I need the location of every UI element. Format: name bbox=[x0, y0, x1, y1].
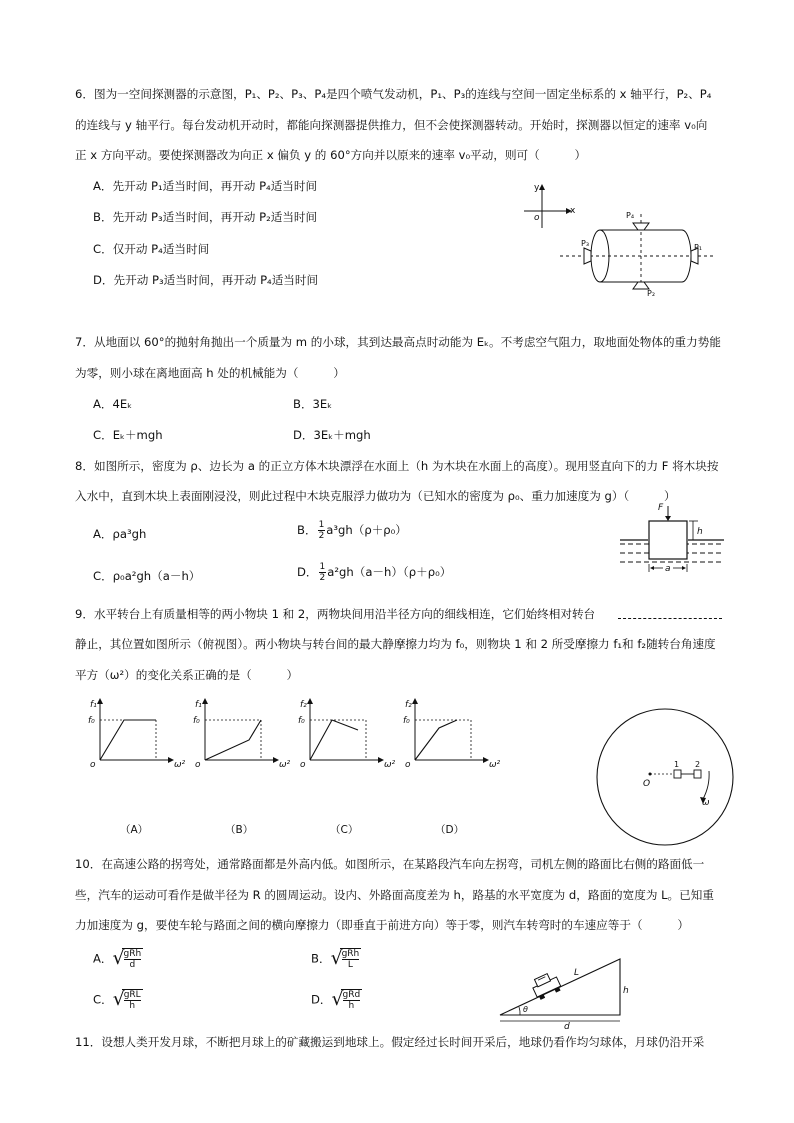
p4-nozzle bbox=[633, 223, 649, 230]
q8-block-figure bbox=[618, 500, 728, 580]
q8-option-b bbox=[297, 520, 407, 541]
q7-stem-line-2: 为零，则小球在离地面高 h 处的机械能为（ ） bbox=[75, 366, 345, 380]
q8-option-b-fraction bbox=[318, 520, 326, 541]
q10-option-a bbox=[93, 948, 143, 970]
q6-origin-label: o bbox=[534, 213, 540, 223]
q10-l-label: L bbox=[574, 968, 580, 978]
fraction-denominator: 2 bbox=[319, 573, 326, 583]
q9-block2-label: 2 bbox=[695, 760, 701, 769]
q10-theta-label: θ bbox=[523, 1005, 528, 1014]
q8-option-b-prefix: B． bbox=[297, 523, 317, 537]
wood-block bbox=[649, 521, 687, 559]
q10-stem-line-1: 10．在高速公路的拐弯处，通常路面都是外高内低。如图所示，在某路段汽车向左拐弯，司机左侧的路面比右侧的路面低一 bbox=[75, 857, 705, 871]
q8-option-c: C．ρ₀a²gh（a－h） bbox=[93, 569, 201, 583]
q9-graphs bbox=[80, 695, 500, 845]
q9-answer-blank-line bbox=[618, 618, 722, 619]
q8-a-label: a bbox=[665, 564, 671, 574]
graph-f0-label: f₀ bbox=[298, 716, 305, 726]
q6-p2-label: P₂ bbox=[647, 289, 656, 298]
q10-h-label: h bbox=[623, 986, 629, 996]
q8-option-d-rest: a²gh（a－h）（ρ＋ρ₀） bbox=[327, 565, 452, 579]
option-prefix: D． bbox=[311, 992, 332, 1007]
q10-bank-figure bbox=[498, 955, 638, 1033]
friction-curve bbox=[415, 720, 457, 760]
q7-option-c: C．Eₖ＋mgh bbox=[93, 428, 163, 442]
radicand-denominator: h bbox=[348, 1001, 355, 1011]
graph-x-label: ω² bbox=[489, 760, 501, 770]
rotation-arrow-icon bbox=[703, 771, 709, 799]
graph-origin-label: o bbox=[90, 760, 96, 770]
q7-option-d: D．3Eₖ＋mgh bbox=[293, 428, 371, 442]
q9-stem-line-1: 9．水平转台上有质量相等的两小物块 1 和 2，两物块间用沿半径方向的细线相连，它们始终相对转台 bbox=[75, 607, 596, 621]
q9-disk-origin: O bbox=[643, 779, 651, 789]
q6-option-b: B．先开动 P₃适当时间，再开动 P₂适当时间 bbox=[93, 210, 318, 224]
q6-y-label: y bbox=[534, 183, 540, 193]
q8-force-label: F bbox=[658, 503, 664, 513]
radicand-numerator: gRd bbox=[342, 990, 361, 1000]
sqrt-expression: √ gRL h bbox=[112, 988, 141, 1011]
q9-block1-label: 1 bbox=[674, 760, 680, 769]
q6-stem-line-3: 正 x 方向平动。要使探测器改为向正 x 偏负 y 的 60°方向并以原来的速率 v₀平动，则可（ ） bbox=[75, 148, 587, 162]
friction-curve bbox=[100, 720, 156, 760]
p3-nozzle bbox=[584, 248, 591, 264]
q8-option-d-fraction bbox=[319, 562, 327, 583]
q6-stem-line-1: 6．图为一空间探测器的示意图，P₁、P₂、P₃、P₄是四个喷气发动机，P₁、P₃的连线与空间一固定坐标系的 x 轴平行，P₂、P₄ bbox=[75, 87, 712, 101]
q8-option-d-prefix: D． bbox=[297, 565, 318, 579]
q9-graph-d bbox=[403, 698, 501, 836]
q10-option-c bbox=[93, 989, 143, 1011]
q6-p3-label: P₃ bbox=[581, 239, 590, 248]
radicand-numerator: gRL bbox=[123, 990, 141, 1000]
graph-f0-label: f₀ bbox=[88, 716, 95, 726]
graph-origin-label: o bbox=[405, 760, 411, 770]
q8-option-d bbox=[297, 562, 451, 583]
q8-option-b-rest: a³gh（ρ＋ρ₀） bbox=[326, 523, 407, 537]
q7-stem-line-1: 7．从地面以 60°的抛射角抛出一个质量为 m 的小球，其到达最高点时动能为 Eₖ。不考虑空气阻力，取地面处物体的重力势能 bbox=[75, 335, 721, 349]
option-prefix: B． bbox=[311, 951, 331, 966]
q8-stem-line-1: 8．如图所示，密度为 ρ、边长为 a 的正立方体木块漂浮在水面上（h 为木块在水面上的高度）。现用竖直向下的力 F 将木块按 bbox=[75, 459, 719, 473]
radicand-denominator: d bbox=[129, 960, 136, 970]
graph-y-label: f₁ bbox=[90, 700, 97, 710]
sqrt-expression: √ gRh d bbox=[112, 947, 142, 970]
sqrt-expression: √ gRh L bbox=[330, 947, 360, 970]
q9-stem-line-3: 平方（ω²）的变化关系正确的是（ ） bbox=[75, 668, 299, 682]
friction-curve bbox=[310, 720, 358, 760]
sqrt-expression: √ gRd h bbox=[331, 988, 361, 1011]
fraction-denominator: 2 bbox=[318, 531, 325, 541]
q11-stem-line-1: 11．设想人类开发月球，不断把月球上的矿藏搬运到地球上。假定经过长时间开采后，地球仍看作均匀球体，月球仍沿开采 bbox=[75, 1035, 705, 1049]
q7-option-a: A．4Eₖ bbox=[93, 397, 133, 411]
q10-stem-line-3: 力加速度为 g，要使车轮与路面之间的横向摩擦力（即垂直于前进方向）等于零，则汽车转弯时的车速应等于（ ） bbox=[75, 918, 689, 932]
q6-x-label: x bbox=[570, 206, 576, 216]
graph-y-label: f₁ bbox=[195, 700, 202, 710]
banked-road bbox=[500, 959, 620, 1015]
q9-omega-label: ω bbox=[702, 798, 710, 808]
radicand-numerator: gRh bbox=[123, 949, 142, 959]
q10-d-label: d bbox=[564, 1022, 570, 1032]
q10-stem-line-2: 些，汽车的运动可看作是做半径为 R 的圆周运动。设内、外路面高度差为 h，路基的水平宽度为 d，路面的宽度为 L。已知重 bbox=[75, 888, 714, 902]
q8-option-a: A．ρa³gh bbox=[93, 527, 147, 541]
graph-y-label: f₂ bbox=[405, 700, 412, 710]
q9-graph-c bbox=[298, 698, 396, 836]
graph-caption: （A） bbox=[120, 824, 149, 836]
graph-caption: （B） bbox=[225, 824, 254, 836]
q9-graph-a bbox=[88, 698, 186, 836]
fraction-numerator: 1 bbox=[319, 562, 326, 572]
radicand-denominator: L bbox=[347, 960, 353, 970]
option-prefix: A． bbox=[93, 951, 113, 966]
q6-option-d: D．先开动 P₃适当时间，再开动 P₄适当时间 bbox=[93, 273, 319, 287]
graph-origin-label: o bbox=[195, 760, 201, 770]
radicand-numerator: gRh bbox=[341, 949, 360, 959]
q6-option-c: C．仅开动 P₄适当时间 bbox=[93, 242, 210, 256]
q6-p1-label: P₁ bbox=[694, 243, 703, 252]
graph-caption: （C） bbox=[330, 824, 359, 836]
q8-stem-line-2: 入水中，直到木块上表面刚浸没，则此过程中木块克服浮力做功为（已知水的密度为 ρ₀、重力加速度为 g）（ ） bbox=[75, 489, 676, 503]
q6-probe-figure bbox=[520, 180, 720, 300]
q9-stem-line-2: 静止，其位置如图所示（俯视图）。两小物块与转台间的最大静摩擦力均为 f₀，则物块 1 和 2 所受摩擦力 f₁和 f₂随转台角速度 bbox=[75, 637, 716, 651]
graph-f0-label: f₀ bbox=[403, 716, 410, 726]
car-icon bbox=[530, 971, 562, 1001]
option-prefix: C． bbox=[93, 992, 113, 1007]
friction-curve bbox=[205, 720, 261, 760]
q6-stem-line-2: 的连线与 y 轴平行。每台发动机开动时，都能向探测器提供推力，但不会使探测器转动。开始时，探测器以恒定的速率 v₀向 bbox=[75, 118, 708, 132]
q8-h-label: h bbox=[697, 527, 703, 537]
block-1 bbox=[674, 770, 681, 778]
p2-nozzle bbox=[633, 282, 649, 289]
graph-x-label: ω² bbox=[384, 760, 396, 770]
q9-graph-b bbox=[193, 698, 291, 836]
q7-option-b: B．3Eₖ bbox=[293, 397, 333, 411]
graph-f0-label: f₀ bbox=[193, 716, 200, 726]
graph-x-label: ω² bbox=[279, 760, 291, 770]
q10-option-d bbox=[311, 989, 362, 1011]
block-2 bbox=[694, 770, 701, 778]
q9-disk-figure bbox=[585, 705, 745, 855]
q10-option-b bbox=[311, 948, 361, 970]
turntable-disk bbox=[597, 709, 733, 845]
q6-option-a: A．先开动 P₁适当时间，再开动 P₄适当时间 bbox=[93, 179, 318, 193]
graph-y-label: f₂ bbox=[300, 700, 307, 710]
fraction-numerator: 1 bbox=[318, 520, 325, 530]
graph-origin-label: o bbox=[300, 760, 306, 770]
graph-x-label: ω² bbox=[174, 760, 186, 770]
radicand-denominator: h bbox=[129, 1001, 136, 1011]
q6-p4-label: P₄ bbox=[626, 211, 635, 220]
graph-caption: （D） bbox=[435, 824, 465, 836]
